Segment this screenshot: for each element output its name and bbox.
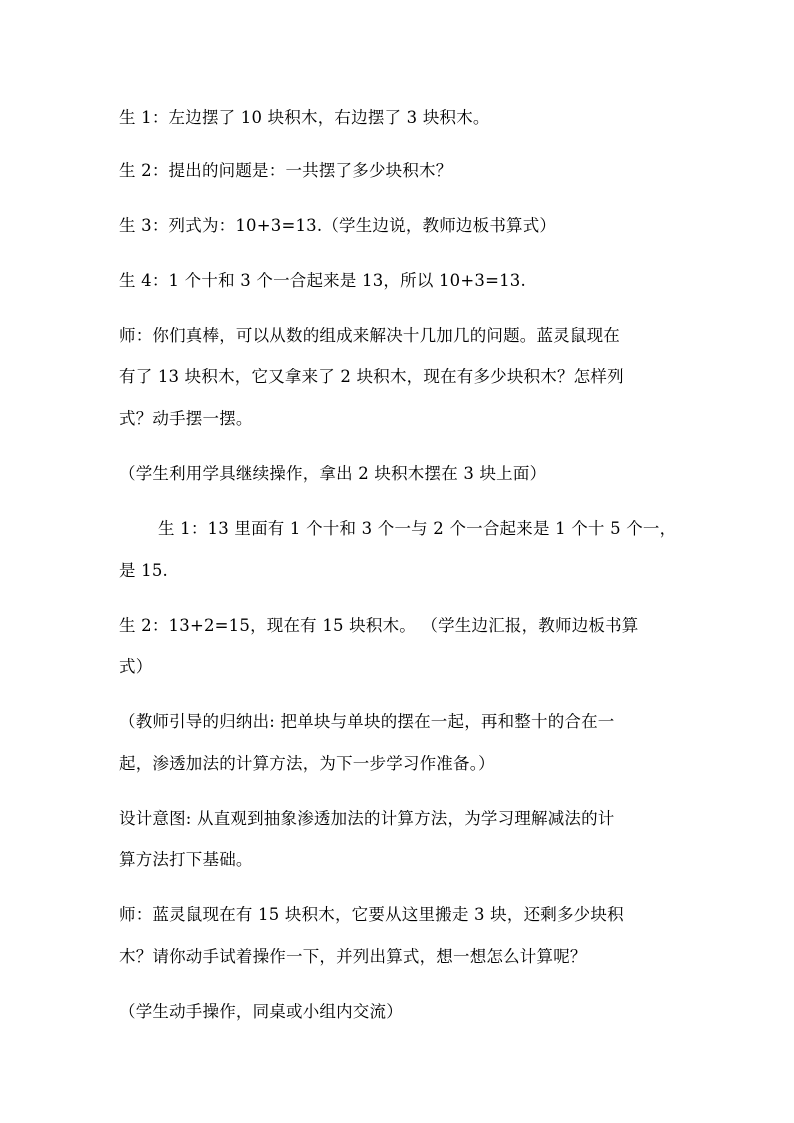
text-line-design-intent: 设计意图: 从直观到抽象渗透加法的计算方法，为学习理解减法的计 xyxy=(119,809,615,828)
text-line-teacher-summary-end: 起，渗透加法的计算方法，为下一步学习作准备。） xyxy=(119,754,495,773)
text-line-teacher-instruction: 式？动手摆一摆。 xyxy=(119,409,253,428)
text-line-student4-composition: 生 4：1 个十和 3 个一合起来是 13，所以 10+3=13. xyxy=(119,271,526,290)
text-line-teacher-subtraction: 师：蓝灵鼠现在有 15 块积木，它要从这里搬走 3 块，还剩多少块积 xyxy=(119,905,624,924)
text-line-student-exchange: （学生动手操作，同桌或小组内交流） xyxy=(119,1002,403,1021)
text-line-design-intent-end: 算方法打下基础。 xyxy=(119,850,253,869)
text-line-teacher-praise: 师：你们真棒，可以从数的组成来解决十几加几的问题。蓝灵鼠现在 xyxy=(119,326,620,345)
text-line-teacher-question: 有了 13 块积木，它又拿来了 2 块积木，现在有多少块积木？怎样列 xyxy=(119,367,624,386)
text-line-student-operation: （学生利用学具继续操作，拿出 2 块积木摆在 3 块上面） xyxy=(119,464,547,483)
text-line-student1-explanation: 生 1：13 里面有 1 个十和 3 个一与 2 个一合起来是 1 个十 5 个一， xyxy=(158,519,677,538)
text-line-student1-blocks: 生 1：左边摆了 10 块积木，右边摆了 3 块积木。 xyxy=(119,108,490,127)
text-line-student2-report: 生 2：13+2=15，现在有 15 块积木。 （学生边汇报，教师边板书算 xyxy=(119,616,639,635)
text-line-student1-result: 是 15. xyxy=(119,561,168,580)
text-line-student3-equation: 生 3：列式为：10+3=13.（学生边说，教师边板书算式） xyxy=(119,216,557,235)
text-line-student2-question: 生 2：提出的问题是：一共摆了多少块积木？ xyxy=(119,161,453,180)
text-line-teacher-subtraction-end: 木？请你动手试着操作一下，并列出算式，想一想怎么计算呢？ xyxy=(119,947,587,966)
text-line-teacher-summary: （教师引导的归纳出: 把单块与单块的摆在一起，再和整十的合在一 xyxy=(119,712,615,731)
text-line-student2-report-end: 式） xyxy=(119,657,153,676)
